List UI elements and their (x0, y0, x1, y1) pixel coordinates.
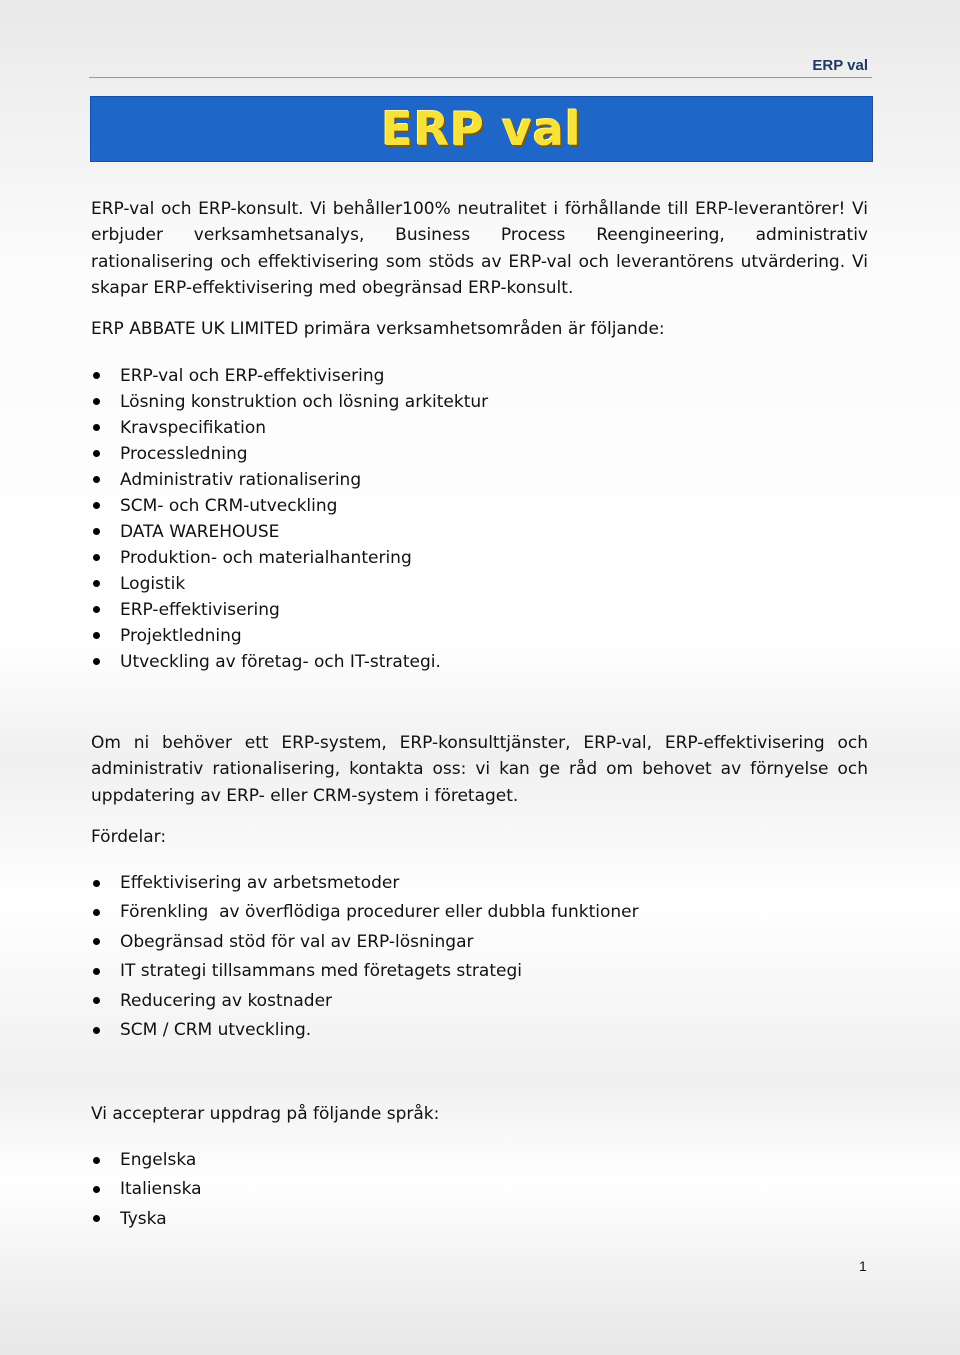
list-item: Projektledning (91, 623, 488, 649)
list-item: IT strategi tillsammans med företagets strategi (91, 957, 639, 986)
erp-val-banner (90, 96, 873, 162)
list-item: DATA WAREHOUSE (91, 519, 488, 545)
contact-paragraph: Om ni behöver ett ERP-system, ERP-konsulttjänster, ERP-val, ERP-effektivisering och administrativ rationalisering, kontakta oss: vi kan ge råd om behovet av förnyelse och uppdatering av ERP- eller CRM-system i företaget. (91, 733, 868, 806)
list-item: Italienska (91, 1175, 202, 1204)
list-item: Obegränsad stöd för val av ERP-lösningar (91, 928, 639, 957)
list-item: Effektivisering av arbetsmetoder (91, 869, 639, 898)
list-item: ERP-effektivisering (91, 597, 488, 623)
languages-heading: Vi accepterar uppdrag på följande språk: (91, 1104, 440, 1124)
list-item: Kravspecifikation (91, 415, 488, 441)
running-header-title: ERP val (812, 57, 868, 74)
list-item: Administrativ rationalisering (91, 467, 488, 493)
list-item: Förenkling av överflödiga procedurer eller dubbla funktioner (91, 898, 639, 927)
list-item: SCM / CRM utveckling. (91, 1016, 639, 1045)
list-item: Lösning konstruktion och lösning arkitektur (91, 389, 488, 415)
list-item: Logistik (91, 571, 488, 597)
page-number: 1 (859, 1258, 867, 1274)
languages-list (91, 1146, 202, 1234)
list-item: ERP-val och ERP-effektivisering (91, 363, 488, 389)
list-item: Tyska (91, 1205, 202, 1234)
intro-paragraph: ERP-val och ERP-konsult. Vi behåller100% neutralitet i förhållande till ERP-leverantörer! Vi erbjuder verksamhetsanalys, Business Process Reengineering, administrativ rationalisering och effektivisering som stöds av ERP-val och leverantörens utvärdering. Vi skapar ERP-effektivisering med obegränsad ERP-konsult. (91, 199, 868, 298)
list-item: Engelska (91, 1146, 202, 1175)
benefits-list (91, 869, 639, 1045)
areas-list (91, 363, 488, 675)
list-item: Processledning (91, 441, 488, 467)
list-item: Reducering av kostnader (91, 987, 639, 1016)
list-item: Utveckling av företag- och IT-strategi. (91, 649, 488, 675)
header-divider (89, 77, 872, 78)
benefits-heading: Fördelar: (91, 827, 167, 847)
areas-heading: ERP ABBATE UK LIMITED primära verksamhetsområden är följande: (91, 319, 665, 339)
banner-title: ERP val (381, 102, 582, 156)
list-item: Produktion- och materialhantering (91, 545, 488, 571)
list-item: SCM- och CRM-utveckling (91, 493, 488, 519)
